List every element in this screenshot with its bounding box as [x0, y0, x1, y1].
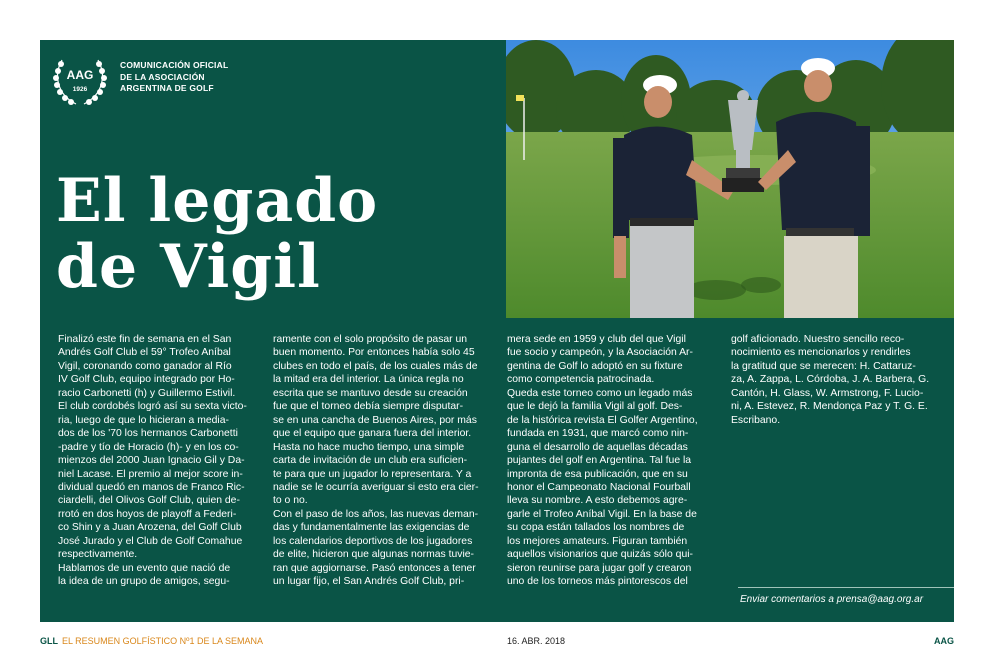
article-line: los calendarios deportivos de los jugadores — [273, 535, 473, 547]
article-line: El club cordobés logró así su sexta victo- — [58, 401, 247, 413]
article-line: nadie se le ocurría averiguar si esto era cier- — [273, 481, 479, 493]
article-line: se en una cancha de Buenos Aires, por más — [273, 414, 477, 426]
article-line: fue que el torneo debía siempre disputar- — [273, 401, 464, 413]
article-line: -padre y tío de Horacio (h)- y en los co- — [58, 441, 239, 453]
article-line: carta de invitación de un club era suficien- — [273, 455, 468, 467]
article-line: Escribano. — [731, 414, 781, 426]
article-line: aquellos visionarios que quizás sólo qui- — [507, 549, 693, 561]
article-column-3 — [507, 333, 698, 589]
article-line: ran que aggiornarse. Pasó entonces a tener — [273, 562, 476, 574]
article-line: fundada en 1931, que marcó como nin- — [507, 428, 689, 440]
article-line: niel Lacase. El premio al mejor score in- — [58, 468, 243, 480]
article-line: Andrés Golf Club el 59° Trofeo Aníbal — [58, 347, 231, 359]
aag-logo — [52, 52, 108, 110]
article-line: los mejores amateurs. Figuran también — [507, 535, 688, 547]
org-line: DE LA ASOCIACIÓN — [120, 71, 205, 82]
article-line: de elite, hicieron que algunas normas tuvie- — [273, 549, 475, 561]
article-line: Hasta no hace mucho tiempo, una simple — [273, 441, 465, 453]
article-column-2 — [273, 333, 479, 589]
article-line: ria, luego de que lo hicieran a media- — [58, 414, 229, 426]
article-line: te para que un jugador lo representara. Y a — [273, 468, 472, 480]
article-line: respectivamente. — [58, 549, 138, 561]
feedback-divider — [738, 587, 954, 588]
article-line: uno de los torneos más pintorescos del — [507, 576, 688, 588]
article-line: gentina de Golf lo adoptó en su fixture — [507, 360, 683, 372]
article-line: como competencia patrocinada. — [507, 374, 655, 386]
article-line: rrotó en dos hoyos de playoff a Federi- — [58, 508, 237, 520]
article-line: ramente con el solo propósito de pasar un — [273, 334, 468, 345]
org-line: COMUNICACIÓN OFICIAL — [120, 60, 229, 70]
article-line: impronta de esa publicación, que en su — [507, 468, 688, 480]
article-line: buen momento. Por entonces había solo 45 — [273, 347, 475, 359]
article-line: ni, A. Estevez, R. Mendonça Paz y T. G. E. — [731, 401, 928, 413]
article-line: la mitad era del interior. La única regla no — [273, 374, 464, 386]
article-line: un lugar fijo, el San Andrés Golf Club, pri- — [273, 576, 465, 588]
article-line: co Shin y a Juan Arozena, del Golf Club — [58, 522, 242, 534]
article-line: za, A. Zappa, L. Córdoba, J. A. Barbera, G. — [731, 374, 930, 386]
article-line: das y fundamentalmente las exigencias de — [273, 522, 470, 534]
article-line: que el equipo que ganara fuera del interior. — [273, 428, 472, 440]
footer-brand-name: GLL — [40, 636, 58, 646]
article-line: Cantón, H. Glass, W. Armstrong, F. Lucio- — [731, 387, 924, 399]
article-line: nocimiento es mencionarlos y rendirles — [731, 347, 911, 359]
article-line: su copa están tallados los nombres de — [507, 522, 685, 534]
footer-date: 16. ABR. 2018 — [507, 636, 566, 646]
article-column-4 — [731, 333, 931, 427]
article-line: sieron reunirse para jugar golf y crearon — [507, 562, 692, 574]
article-line: IV Golf Club, equipo integrado por Ho- — [58, 374, 235, 386]
article-line: dos de los '70 los hermanos Carbonetti — [58, 428, 238, 440]
article-line: mienzos del 2000 Juan Ignacio Gil y Da- — [58, 455, 245, 467]
article-line: que le dejó la familia Vigil al golf. Des- — [507, 401, 683, 413]
logo-acronym: AAG — [66, 68, 94, 82]
article-line: pujantes del golf en Argentina. Tal fue la — [507, 455, 692, 467]
article-line: ciardelli, del Olivos Golf Club, quien de- — [58, 495, 240, 507]
article-line: Vigil, coronando como ganador al Río — [58, 360, 232, 372]
footer-tagline: EL RESUMEN GOLFÍSTICO Nº1 DE LA SEMANA — [62, 636, 264, 646]
title-line: El legado — [56, 166, 379, 236]
article-line: dividual quedó en manos de Franco Ric- — [58, 481, 245, 493]
title-line: de Vigil — [56, 232, 321, 302]
article-line: lleva su nombre. A esto debemos agre- — [507, 495, 688, 507]
article-title — [56, 168, 378, 300]
article-line: la idea de un grupo de amigos, segu- — [58, 576, 230, 588]
article-line: to o no. — [273, 495, 308, 507]
logo-year: 1926 — [72, 86, 88, 93]
article-line: honor el Campeonato Nacional Fourball — [507, 481, 691, 493]
article-line: racio Carbonetti (h) y Guillermo Estivil. — [58, 387, 236, 399]
article-line: José Jurado y el Club de Golf Comahue — [58, 535, 243, 547]
article-column-1 — [58, 333, 247, 589]
article-line: escrita que se mantuvo desde su creación — [273, 387, 468, 399]
article-line: guna el desarrollo de aquellas décadas — [507, 441, 688, 453]
article-line: Finalizó este fin de semana en el San — [58, 334, 232, 345]
article-line: de la histórica revista El Golfer Argentino, — [507, 414, 698, 426]
footer-right-label: AAG — [934, 636, 954, 646]
article-line: Queda este torneo como un legado más — [507, 387, 693, 399]
footer-brand — [40, 636, 263, 646]
org-line: ARGENTINA DE GOLF — [120, 83, 214, 93]
article-line: Con el paso de los años, las nuevas deman- — [273, 508, 479, 520]
article-photo — [506, 40, 954, 318]
article-line: Hablamos de un evento que nació de — [58, 562, 231, 574]
org-label — [120, 60, 228, 95]
article-line: la gratitud que se merecen: H. Cattaruz- — [731, 360, 916, 372]
article-line: fue socio y campeón, y la Asociación Ar- — [507, 347, 693, 359]
article-line: clubes en todo el país, de los cuales más de — [273, 360, 478, 372]
article-line: golf aficionado. Nuestro sencillo reco- — [731, 334, 905, 345]
article-line: mera sede en 1959 y club del que Vigil — [507, 334, 686, 345]
feedback-link[interactable]: Enviar comentarios a prensa@aag.org.ar — [740, 594, 924, 605]
article-line: garle el Trofeo Aníbal Vigil. En la base de — [507, 508, 697, 520]
